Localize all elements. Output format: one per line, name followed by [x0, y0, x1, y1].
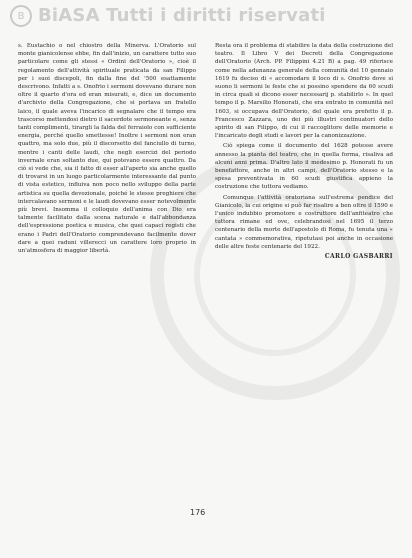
author-signature: CARLO GASBARRI: [324, 253, 393, 261]
right-paragraph: Ciò spiega come il documento del 1628 potesse avere annesso la pianta del teatro, che in quella forma, risaliva ad alcuni anni prima. D'altro lato il medesimo p. Honorati fu un benefattore, anche in altri campi, dell'Oratorio stesso e la spesa preventivata in 60 scudi giustifica appieno la costruzione che tuttora vediamo.: [215, 143, 393, 191]
left-column: [18, 42, 196, 442]
right-paragraph: Resta ora il problema di stabilire la data della costruzione del teatro. Il Libro V dei Decreti della Congregazione dell'Oratorio (Arch. PP. Filippini 4.21 B) a pag. 49 riferisce come nella adunanza generale della comunità del 10 gennaio 1619 fu deciso di « accomodare il loco di s. Onofrio dove si suono li sermoni le feste che si possino spendere da 60 scudi in circa quali si dicono esser necessarij p. stabilirlo ». In quel tempo il p. Marsilio Honorati, che era entrato in comunità nel 1603, si occupava dell'Oratorio, del quale era prefetto il p. Francesco Zazzara, uno dei più illustri continuatori dello spirito di san Filippo, di cui il raccoglitore delle memorie e l'incaricato degli studi e lavori per la canonizzazione.: [215, 43, 393, 140]
right-paragraph: Comunque l'attività oratoriana sull'estrema pendice del Gianicolo, la cui origine si può far risalire a ben oltre il 1590 e l'unico indubbio promotore e costruttore dell'anfiteatro che tuttora rimane ed ove, celebrandosi nel 1695 il terzo centenario della morte dell'apostolo di Roma, fu tenuta una « cantata » commemorativa, ripetutasi poi anche in occasione delle altre feste centenarie del 1922.: [215, 194, 393, 250]
logo-letter: B: [17, 10, 25, 22]
left-paragraph: s. Eustachio o nel chiostro della Minerva. L'Oratorio sul monte gianicolense ebbe, fin dall'inizio, un carattere tutto suo particolare come gli stessi « Ordini dell'Oratorio », cioè il regolamento dell'attività spirituale praticata da san Filippo per i suoi discepoli, fin dalla fine del '500 esattamente descrivono. Infatti a s. Onofrio i sermoni dovevano durare non oltre il quarto d'ora ed eran misurati, e, dice un documento d'archivio della Congregazione, che si portava un fratello laico, il quale aveva l'incarico di segnalare che il tempo era trascorso mettendosi dietro il sacerdote sermoneante e, senza tanti complimenti, tirargli la falda del ferraiolo con sufficiente energia, perché quello smettesse! Inoltre i sermoni non eran quattro, ma solo due, più il discorsetto del fanciullo di turno, mentre i canti delle laudi, che negli esercizi del periodo invernale eran soltanto due, qui potevano essere quattro. Da ciò si vede che, sia il fatto di esser all'aperto sia anche quello di trovarsi in un luogo particolarmente interessante dal punto di vista estetico, influiva non poco nello sviluppo della parte artistica su quella devozionale, poiché le stesse preghiere che intercalavano sermoni e le laudi dovevano esser notevolmente più brevi. Insomma il colloquio dell'anima con Dio era talmente facilitato dalla scena naturale e dall'abbondanza dell'espressione poetica e musica, che quei capaci registi che erano i Padri dell'Oratorio comprendevano facilmente dover dare a quei raduni villerecci un carattere loro proprio in un'atmosfera di maggior libertà.: [18, 43, 196, 255]
right-column: [215, 42, 393, 402]
watermark-title: BiASA Tutti i diritti riservati: [38, 5, 326, 26]
biasa-logo-icon: [10, 5, 32, 27]
header-bar: [0, 0, 412, 34]
page-number: 176: [190, 508, 206, 517]
